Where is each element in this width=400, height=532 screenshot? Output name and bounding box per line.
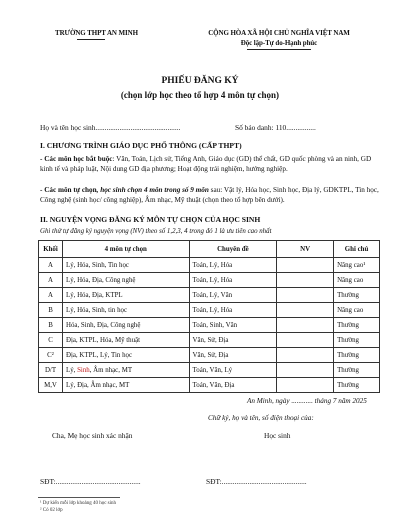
nv-input-cell[interactable] <box>277 348 334 363</box>
elective-count-text: , học sinh chọn 4 môn trong số 9 môn <box>96 186 209 194</box>
section-2-heading: II. NGUYỆN VỌNG ĐĂNG KÝ MÔN TỰ CHỌN CỦA HỌC SINH <box>40 215 261 224</box>
nv-input-cell[interactable] <box>277 258 334 273</box>
highlighted-subject: Sinh <box>77 366 90 374</box>
table-row <box>39 273 380 288</box>
notes-cell: Nâng cao <box>334 303 380 318</box>
footnote-1: ¹ Dự kiến mỗi lớp khoảng 40 học sinh <box>40 501 117 506</box>
form-subtitle: (chọn lớp học theo tổ hợp 4 môn tự chọn) <box>120 90 280 100</box>
notes-cell: Thường <box>334 378 380 393</box>
khoi-cell: A <box>39 273 63 288</box>
topics-cell: Toán, Văn, Địa <box>189 378 277 393</box>
subjects-cell: Lý, Hóa, Địa, Công nghệ <box>62 273 189 288</box>
topics-cell: Toán, Văn, Lý <box>189 363 277 378</box>
subjects-cell: Lý, Địa, Âm nhạc, MT <box>62 378 189 393</box>
subjects-cell: Lý, Hóa, Sinh, tin học <box>62 303 189 318</box>
nv-input-cell[interactable] <box>277 318 334 333</box>
student-signature-label: Học sinh <box>264 431 291 440</box>
student-name-field[interactable]: Họ và tên học sinh.............................................. <box>40 123 181 132</box>
khoi-cell: B <box>39 318 63 333</box>
table-row <box>39 303 380 318</box>
notes-cell: Thường <box>334 288 380 303</box>
table-row <box>39 348 380 363</box>
parent-phone-field[interactable]: SĐT:.............................................. <box>40 477 141 486</box>
header-topics: Chuyên đề <box>189 241 277 258</box>
nv-input-cell[interactable] <box>277 333 334 348</box>
elective-label: - Các môn tự chọn <box>40 186 97 194</box>
footnote-divider <box>38 497 120 498</box>
student-info-line <box>40 123 380 134</box>
topics-cell: Toán, Sinh, Văn <box>189 318 277 333</box>
nv-input-cell[interactable] <box>277 273 334 288</box>
parent-signature-label: Cha, Mẹ học sinh xác nhận <box>52 431 133 440</box>
school-name: TRƯỜNG THPT AN MINH <box>55 29 138 37</box>
table-row <box>39 363 380 378</box>
student-phone-field[interactable]: SĐT:.............................................. <box>206 477 307 486</box>
subjects-cell: Địa, KTPL, Hóa, Mỹ thuật <box>62 333 189 348</box>
khoi-cell: C <box>39 333 63 348</box>
notes-cell: Thường <box>334 318 380 333</box>
subjects-cell <box>62 363 189 378</box>
nv-input-cell[interactable] <box>277 303 334 318</box>
school-header <box>55 29 138 40</box>
form-title: PHIẾU ĐĂNG KÝ <box>161 76 239 86</box>
khoi-cell: D/T <box>39 363 63 378</box>
topics-cell: Toán, Lý, Hóa <box>189 258 277 273</box>
khoi-cell: B <box>39 303 63 318</box>
section-1-heading: I. CHƯƠNG TRÌNH GIÁO DỤC PHỔ THÔNG (CẤP THPT) <box>40 141 242 150</box>
table-header-row <box>39 241 380 258</box>
motto-underline <box>247 49 311 50</box>
nv-input-cell[interactable] <box>277 378 334 393</box>
country-name: CỘNG HÒA XÃ HỘI CHỦ NGHĨA VIỆT NAM <box>208 29 350 37</box>
table-row <box>39 288 380 303</box>
nv-input-cell[interactable] <box>277 363 334 378</box>
national-header <box>200 29 358 50</box>
table-row <box>39 378 380 393</box>
subjects-text: Lý, <box>65 366 78 374</box>
notes-cell: Nâng cao¹ <box>334 258 380 273</box>
mandatory-subjects-paragraph <box>40 154 380 174</box>
topics-cell: Toán, Lý, Văn <box>189 288 277 303</box>
mandatory-text: : Văn, Toán, Lịch sử, Tiếng Anh, Giáo dục (GD) thể chất, GD quốc phòng và an ninh, GD kinh tế và pháp luật, Nội dung GD địa phương; Hoạt động trải nghiệm, hướng nghiệp. <box>40 155 372 174</box>
khoi-cell: A <box>39 258 63 273</box>
subjects-cell: Lý, Hóa, Địa, KTPL <box>62 288 189 303</box>
khoi-cell: M,V <box>39 378 63 393</box>
header-notes: Ghi chú <box>334 241 380 258</box>
table-row <box>39 318 380 333</box>
footnote-2: ² Có 02 lớp <box>40 508 63 513</box>
topics-cell: Văn, Sử, Địa <box>189 333 277 348</box>
notes-cell: Thường <box>334 348 380 363</box>
header-nv: NV <box>277 241 334 258</box>
topics-cell: Toán, Lý, Hóa <box>189 303 277 318</box>
topics-cell: Văn, Sử, Địa <box>189 348 277 363</box>
table-row <box>39 333 380 348</box>
topics-cell: Toán, Lý, Hóa <box>189 273 277 288</box>
khoi-cell: A <box>39 288 63 303</box>
national-motto: Độc lập-Tự do-Hạnh phúc <box>240 39 318 47</box>
subjects-cell: Hóa, Sinh, Địa, Công nghệ <box>62 318 189 333</box>
subjects-text: , Âm nhạc, MT <box>89 366 133 374</box>
school-underline <box>77 39 105 40</box>
subjects-cell: Lý, Hóa, Sinh, Tin học <box>62 258 189 273</box>
header-subjects: 4 môn tự chọn <box>62 241 189 258</box>
elective-text: sau: Vật lý, Hóa học, Sinh học, Địa lý, GDKTPL, Tin học, Công nghệ (sinh học/ công nghiệp), Âm nhạc, Mỹ thuật (chọn theo tổ hợp bên dưới). <box>40 186 379 205</box>
signature-instruction: Chữ ký, họ và tên, số điện thoại của: <box>208 414 314 422</box>
header-khoi: Khối <box>39 241 63 258</box>
mandatory-label: - Các môn học bắt buộc <box>40 155 113 163</box>
nv-input-cell[interactable] <box>277 288 334 303</box>
table-row <box>39 258 380 273</box>
date-line: An Minh, ngày ............ tháng 7 năm 2025 <box>247 397 367 405</box>
khoi-cell: C² <box>39 348 63 363</box>
notes-cell: Nâng cao <box>334 273 380 288</box>
candidate-number-field[interactable]: Số báo danh: 110................ <box>235 123 316 132</box>
subjects-cell: Địa, KTPL, Lý, Tin học <box>62 348 189 363</box>
elective-subjects-paragraph <box>40 185 380 205</box>
notes-cell: Thường <box>334 363 380 378</box>
notes-cell: Thường <box>334 333 380 348</box>
priority-instruction: Ghi thứ tự đăng ký nguyện vọng (NV) theo số 1,2,3, 4 trong đó 1 là ưu tiên cao nhất <box>40 228 272 235</box>
subject-combination-table <box>38 240 380 393</box>
